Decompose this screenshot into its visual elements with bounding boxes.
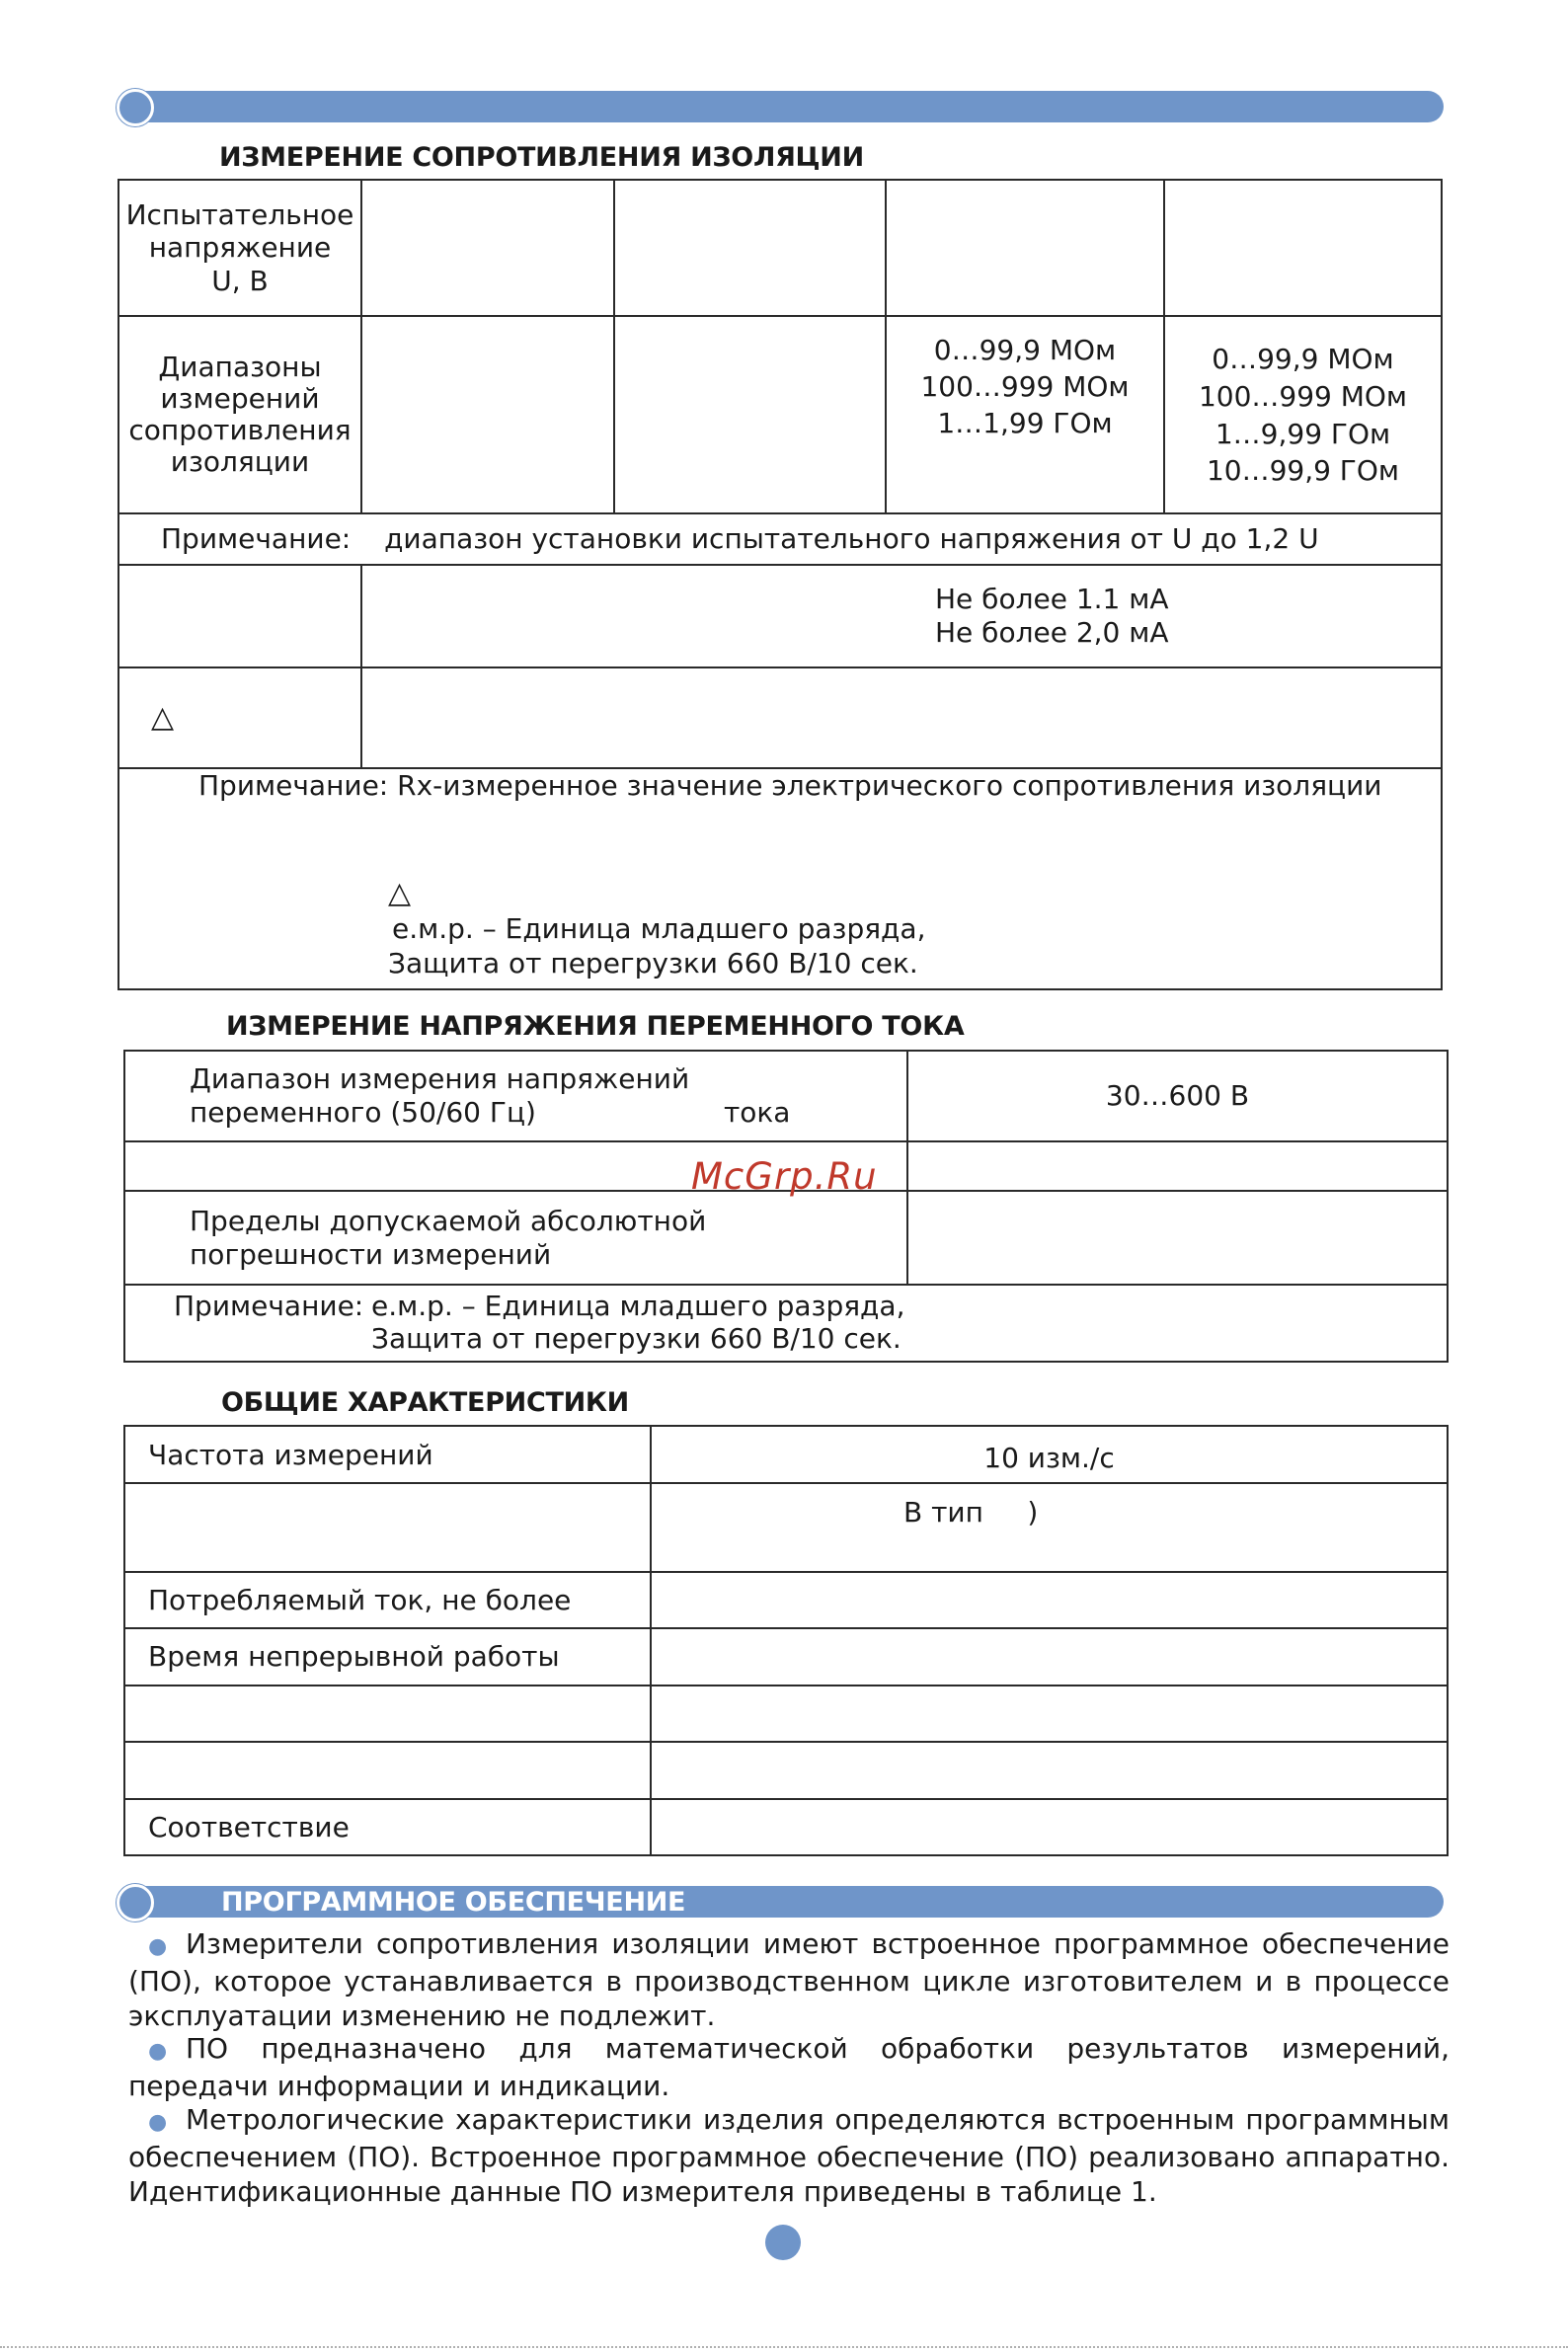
software-paragraph-3: ● Метрологические характеристики изделия определяются встроенным программным обеспечением (ПО). Встроенное программное обеспечение (ПО) реализовано аппаратно. Идентификационные данные ПО измерителя приведены в таблице 1.: [128, 2103, 1450, 2208]
general-row-value: [651, 1572, 1448, 1628]
current-row-label: [118, 565, 361, 667]
general-row-label: [124, 1686, 651, 1742]
test-voltage-cell-1: [361, 180, 614, 316]
ranges-label: Диапазоны измерений сопротивления изоляции: [118, 316, 361, 513]
ranges-cell-1: [361, 316, 614, 513]
test-voltage-cell-4: [1164, 180, 1442, 316]
watermark: McGrp.Ru: [691, 1155, 878, 1198]
ac-error-value: [907, 1191, 1448, 1285]
bullet-icon: ●: [148, 2110, 168, 2135]
insulation-note-1: Примечание: диапазон установки испытательного напряжения от U до 1,2 U: [118, 513, 1442, 565]
test-voltage-cell-2: [614, 180, 886, 316]
bottom-dotted-line: [0, 2346, 1568, 2348]
ac-range-label: Диапазон измерения напряжений переменного (50/60 Гц) тока: [124, 1051, 907, 1141]
general-row-value: В тип ): [651, 1483, 1448, 1572]
section-title-software: ПРОГРАММНОЕ ОБЕСПЕЧЕНИЕ: [221, 1887, 686, 1918]
triangle-icon: △: [151, 700, 175, 735]
note-triangle-icon: △: [388, 876, 412, 910]
ac-error-label: Пределы допускаемой абсолютной погрешности измерений: [124, 1191, 907, 1285]
ac-empty-value: [907, 1141, 1448, 1191]
section-title-ac-voltage: ИЗМЕРЕНИЕ НАПРЯЖЕНИЯ ПЕРЕМЕННОГО ТОКА: [226, 1011, 965, 1042]
general-row-label: Время непрерывной работы: [124, 1628, 651, 1686]
general-row-value: [651, 1742, 1448, 1799]
top-bar-dot: [117, 89, 154, 126]
page-dot: [765, 2225, 801, 2260]
insulation-note-2: Примечание: Rx-измеренное значение электрического сопротивления изоляции △ е.м.р. – Единица младшего разряда, Защита от перегрузки 660 В/10 сек.: [118, 768, 1442, 989]
general-table: [123, 1425, 1449, 1856]
general-row-value: [651, 1628, 1448, 1686]
general-row-value: 10 изм./с: [651, 1426, 1448, 1483]
general-row-label: Потребляемый ток, не более: [124, 1572, 651, 1628]
general-row-label: [124, 1742, 651, 1799]
ranges-cell-2: [614, 316, 886, 513]
ac-voltage-table: [123, 1050, 1449, 1363]
error-row-label: [118, 667, 361, 768]
test-voltage-label: Испытательное напряжение U, В: [118, 180, 361, 316]
insulation-table: [118, 179, 1443, 990]
ranges-cell-4: 0…99,9 МОм 100…999 МОм 1…9,99 ГОм 10…99,9 ГОм: [1164, 316, 1442, 513]
ranges-cell-3: 0…99,9 МОм 100…999 МОм 1…1,99 ГОм: [886, 316, 1164, 513]
section-title-insulation: ИЗМЕРЕНИЕ СОПРОТИВЛЕНИЯ ИЗОЛЯЦИИ: [219, 142, 864, 173]
software-bar-dot: [117, 1884, 154, 1921]
general-row-value: [651, 1799, 1448, 1855]
ac-note: Примечание: е.м.р. – Единица младшего разряда, Защита от перегрузки 660 В/10 сек.: [124, 1285, 1448, 1362]
bullet-icon: ●: [148, 1934, 168, 1959]
top-header-bar: [126, 91, 1444, 122]
error-row-value: [361, 667, 1442, 768]
test-voltage-cell-3: [886, 180, 1164, 316]
general-row-value: [651, 1686, 1448, 1742]
bullet-icon: ●: [148, 2039, 168, 2064]
general-row-label: Соответствие: [124, 1799, 651, 1855]
section-title-general: ОБЩИЕ ХАРАКТЕРИСТИКИ: [221, 1387, 629, 1418]
general-row-label: [124, 1483, 651, 1572]
software-paragraph-2: ● ПО предназначено для математической обработки результатов измерений, передачи информации и индикации.: [128, 2032, 1450, 2102]
current-row-value: Не более 1.1 мА Не более 2,0 мА: [361, 565, 1442, 667]
general-row-label: Частота измерений: [124, 1426, 651, 1483]
ac-range-value: 30…600 В: [907, 1051, 1448, 1141]
software-paragraph-1: ● Измерители сопротивления изоляции имеют встроенное программное обеспечение (ПО), которое устанавливается в производственном цикле изготовителем и в процессе эксплуатации изменению не подлежит.: [128, 1927, 1450, 2032]
